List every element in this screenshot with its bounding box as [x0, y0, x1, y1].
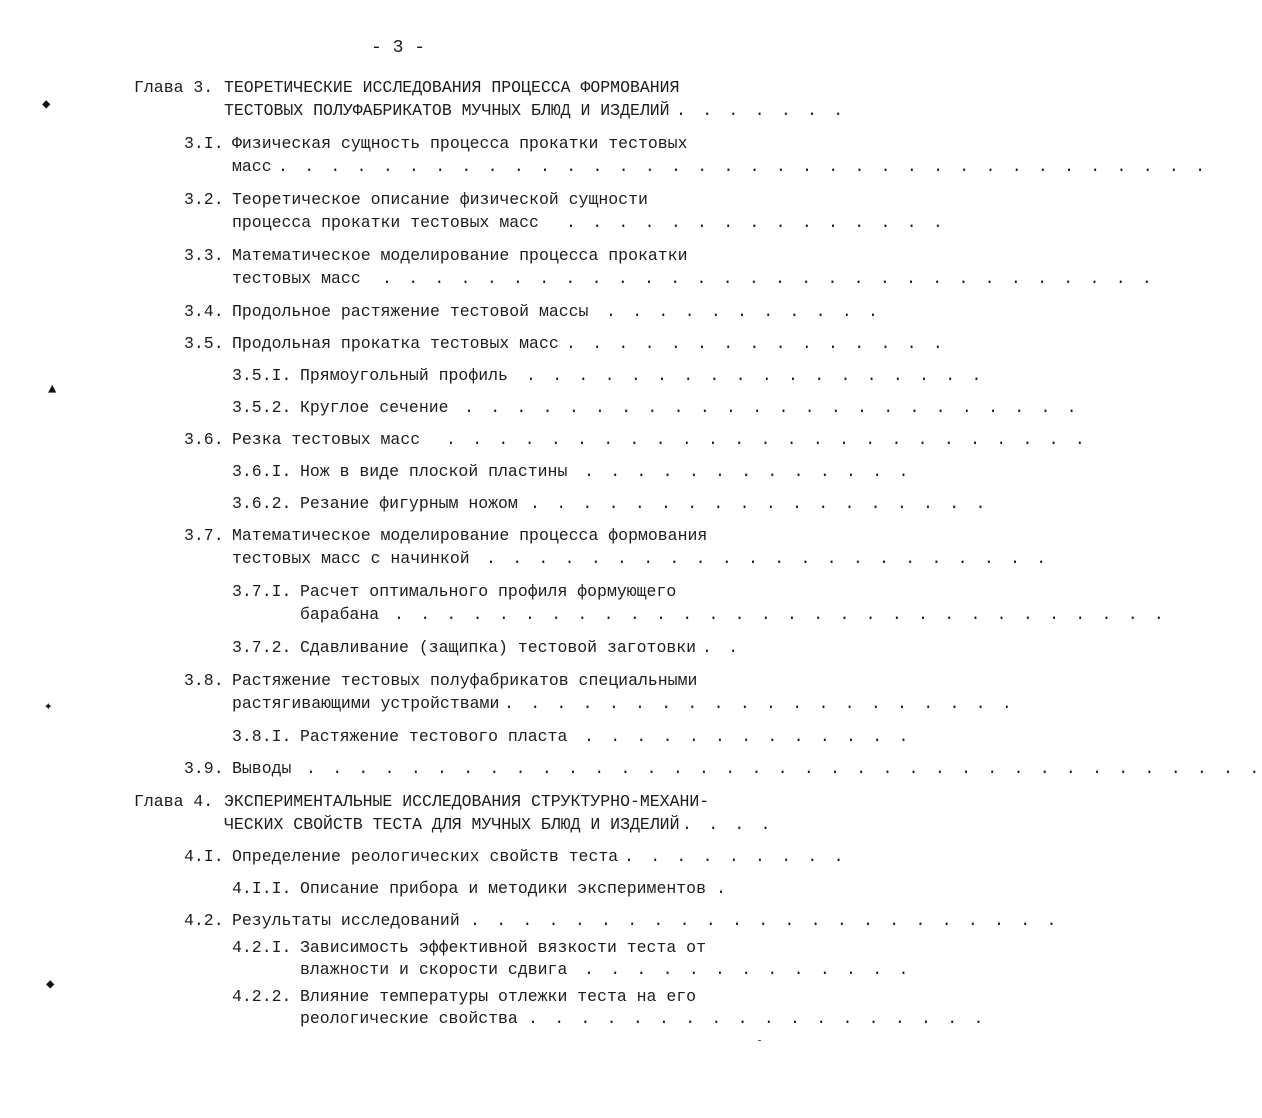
- section-title-line-2: тестовых масс с начинкой: [232, 549, 470, 568]
- leader-dots: . . . . . . . . . . . . . . . . . . . . . .: [486, 549, 1050, 568]
- leader-dots: .: [716, 879, 730, 898]
- margin-mark-1: ◆: [42, 97, 51, 113]
- leader-dots: . . . . . . . . . . . . . . . . . . . . . . . . . . . . . . . . . . . .: [278, 157, 1209, 176]
- section-number: 4.I.I.: [232, 879, 292, 898]
- section-number: 3.2.: [184, 190, 224, 209]
- section-number: 3.9.: [184, 759, 224, 778]
- leader-dots: . . . . . . . . . . . . . . . . . . . . . . . . .: [446, 430, 1088, 449]
- chapter-label: Глава 3.: [134, 78, 214, 97]
- leader-dots: . . . . . . . . . . . . . . . . . . . . . . . .: [464, 398, 1080, 417]
- section-title-line-1: Математическое моделирование процесса формования: [232, 526, 708, 545]
- leader-dots: . . . . . . . . . . . . . . . . . . . . . . .: [470, 911, 1060, 930]
- scan-speck: [758, 1040, 761, 1041]
- leader-dots: . . . .: [682, 815, 774, 834]
- section-title-line-1: Продольная прокатка тестовых масс: [232, 334, 559, 353]
- section-title-line-1: Растяжение тестового пласта: [300, 727, 568, 746]
- section-title-line-1: Резание фигурным ножом: [300, 494, 518, 513]
- section-title-line-1: Резка тестовых масс: [232, 430, 421, 449]
- leader-dots: . . . . . . . . .: [624, 847, 847, 866]
- section-title-line-1: Нож в виде плоской пластины: [300, 462, 568, 481]
- section-number: 4.2.I.: [232, 938, 292, 957]
- section-title-line-1: Сдавливание (защипка) тестовой заготовки: [300, 638, 697, 657]
- section-number: 3.8.: [184, 671, 224, 690]
- leader-dots: . . . . . . . . . . . . . . . . . . . . . . . . . . . . . .: [394, 605, 1167, 624]
- margin-mark-2: ▲: [48, 382, 57, 398]
- section-title-line-1: Растяжение тестовых полуфабрикатов специальными: [232, 671, 698, 690]
- section-number: 3.6.: [184, 430, 224, 449]
- section-title-line-1: Продольное растяжение тестовой массы: [232, 302, 589, 321]
- section-title-line-1: Описание прибора и методики экспериментов: [300, 879, 706, 898]
- leader-dots: . . . . . . . . . . . . . . . . . . . . . . . . . . . . . . . . . . . . .: [306, 759, 1262, 778]
- chapter-title-line-2: ЧЕСКИХ СВОЙСТВ ТЕСТА ДЛЯ МУЧНЫХ БЛЮД И ИЗДЕЛИЙ: [224, 815, 680, 834]
- chapter-title-line-1: ТЕОРЕТИЧЕСКИЕ ИССЛЕДОВАНИЯ ПРОЦЕССА ФОРМОВАНИЯ: [224, 78, 680, 97]
- leader-dots: . . . . . . . . . . . . .: [584, 727, 912, 746]
- leader-dots: . . . . . . . . . . . . . . .: [566, 334, 946, 353]
- leader-dots: . . . . . . . . . . . . . . . . . .: [530, 494, 989, 513]
- section-title-line-1: Круглое сечение: [300, 398, 449, 417]
- leader-dots: . . . . . . . . . . . . . . . . . .: [526, 366, 985, 385]
- margin-mark-3: ✦: [44, 699, 53, 715]
- leader-dots: . . . . . . . . . . . . . . . . . .: [528, 1009, 987, 1028]
- leader-dots: . . . . . . . . . . . . . . .: [566, 213, 946, 232]
- margin-mark-4: ◆: [46, 977, 55, 993]
- section-number: 4.I.: [184, 847, 224, 866]
- section-number: 3.I.: [184, 134, 224, 153]
- section-title-line-2: масс: [232, 157, 272, 176]
- section-number: 3.6.2.: [232, 494, 292, 513]
- section-number: 4.2.2.: [232, 987, 292, 1006]
- section-number: 3.8.I.: [232, 727, 292, 746]
- chapter-title-line-1: ЭКСПЕРИМЕНТАЛЬНЫЕ ИССЛЕДОВАНИЯ СТРУКТУРНО-МЕХАНИ-: [224, 792, 710, 811]
- leader-dots: . . . . . . . . . . .: [606, 302, 882, 321]
- leader-dots: . . . . . . . . . . . . . . . . . . . . . . . . . . . . . .: [382, 269, 1155, 288]
- section-title-line-1: Влияние температуры отлежки теста на его: [300, 987, 697, 1006]
- section-number: 3.6.I.: [232, 462, 292, 481]
- section-title-line-2: процесса прокатки тестовых масс: [232, 213, 539, 232]
- section-number: 4.2.: [184, 911, 224, 930]
- chapter-title-line-2: ТЕСТОВЫХ ПОЛУФАБРИКАТОВ МУЧНЫХ БЛЮД И ИЗДЕЛИЙ: [224, 101, 670, 120]
- leader-dots: . . . . . . . . . . . . .: [584, 960, 912, 979]
- section-title-line-1: Зависимость эффективной вязкости теста от: [300, 938, 706, 957]
- section-number: 3.7.2.: [232, 638, 292, 657]
- section-number: 3.7.I.: [232, 582, 292, 601]
- section-number: 3.3.: [184, 246, 224, 265]
- section-title-line-1: Теоретическое описание физической сущности: [232, 190, 648, 209]
- leader-dots: . . . . . . . . . . . . . . . . . . . .: [504, 694, 1015, 713]
- section-title-line-2: тестовых масс: [232, 269, 361, 288]
- section-title-line-1: Физическая сущность процесса прокатки тестовых: [232, 134, 688, 153]
- section-title-line-1: Результаты исследований: [232, 911, 460, 930]
- section-number: 3.5.2.: [232, 398, 292, 417]
- section-title-line-2: влажности и скорости сдвига: [300, 960, 568, 979]
- section-title-line-1: Расчет оптимального профиля формующего: [300, 582, 677, 601]
- section-title-line-1: Математическое моделирование процесса прокатки: [232, 246, 688, 265]
- section-number: 3.4.: [184, 302, 224, 321]
- section-title-line-2: барабана: [300, 605, 380, 624]
- page-number: - 3 -: [370, 38, 425, 58]
- leader-dots: . . . . . . .: [676, 101, 847, 120]
- section-title-line-1: Прямоугольный профиль: [300, 366, 508, 385]
- leader-dots: . . . . . . . . . . . . .: [584, 462, 912, 481]
- leader-dots: . .: [702, 638, 742, 657]
- section-number: 3.7.: [184, 526, 224, 545]
- section-title-line-2: растягивающими устройствами: [232, 694, 500, 713]
- section-title-line-1: Выводы: [232, 759, 292, 778]
- section-title-line-2: реологические свойства: [300, 1009, 518, 1028]
- section-number: 3.5.I.: [232, 366, 292, 385]
- chapter-label: Глава 4.: [134, 792, 214, 811]
- section-number: 3.5.: [184, 334, 224, 353]
- section-title-line-1: Определение реологических свойств теста: [232, 847, 619, 866]
